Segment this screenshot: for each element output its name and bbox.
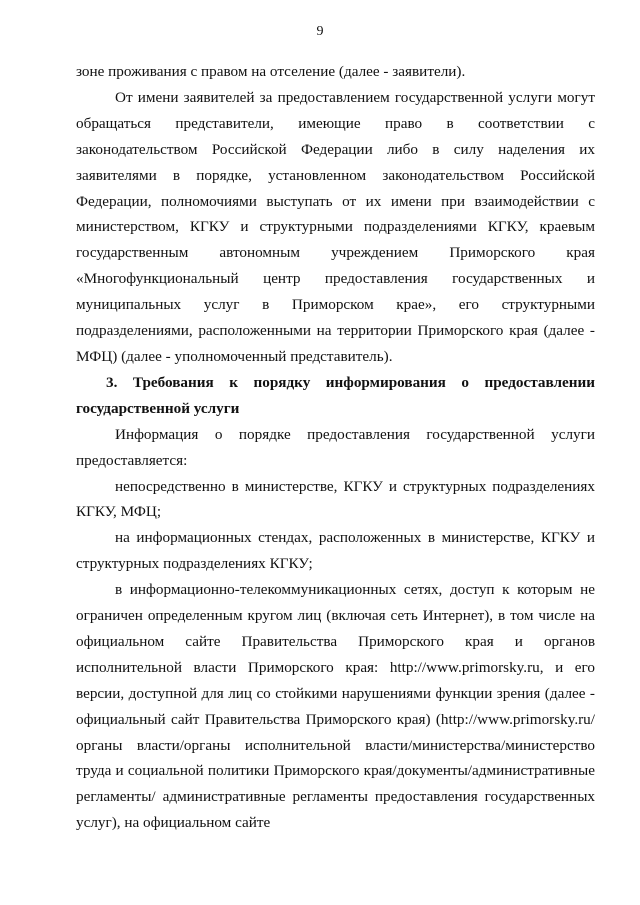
paragraph-continuation: зоне проживания с правом на отселение (далее - заявители). [76, 63, 466, 80]
paragraph-directly: непосредственно в министерстве, КГКУ и структурных подразделениях КГКУ, МФЦ; [76, 477, 595, 521]
document-body [76, 59, 595, 836]
paragraph-networks: в информационно-телекоммуникационных сетях, доступ к которым не ограничен определенным кругом лиц (включая сеть Интернет), в том числе на официальном сайте Правительства Приморского края и органов исполнительной власти Приморского края: http://www.primorsky.ru, и его версии, доступной для лиц со стойкими нарушениями функции зрения (далее - официальный сайт Правительства Приморского края) (http://www.primorsky.ru/органы власти/органы исполнительной власти/министерства/министерство труда и социальной политики Приморского края/документы/административные регламенты/ административные регламенты предоставления государственных услуг), на официальном сайте [76, 581, 595, 832]
paragraph-information-intro: Информация о порядке предоставления государственной услуги предоставляется: [76, 425, 595, 469]
paragraph-representatives: От имени заявителей за предоставлением государственной услуги могут обращаться представители, имеющие право в соответствии с законодательством Российской Федерации либо в силу наделения их заявителями в порядке, установленном законодательством Российской Федерации, полномочиями выступать от их имени при взаимодействии с министерством, КГКУ и структурными подразделениями КГКУ, краевым государственным автономным учреждением Приморского края «Многофункциональный центр предоставления государственных и муниципальных услуг в Приморском крае», его структурными подразделениями, расположенными на территории Приморского края (далее - МФЦ) (далее - уполномоченный представитель). [76, 88, 595, 365]
paragraph-stands: на информационных стендах, расположенных в министерстве, КГКУ и структурных подразделениях КГКУ; [76, 529, 595, 573]
section-heading: 3. Требования к порядку информирования о предоставлении государственной услуги [76, 373, 595, 417]
page-number: 9 [316, 24, 324, 39]
